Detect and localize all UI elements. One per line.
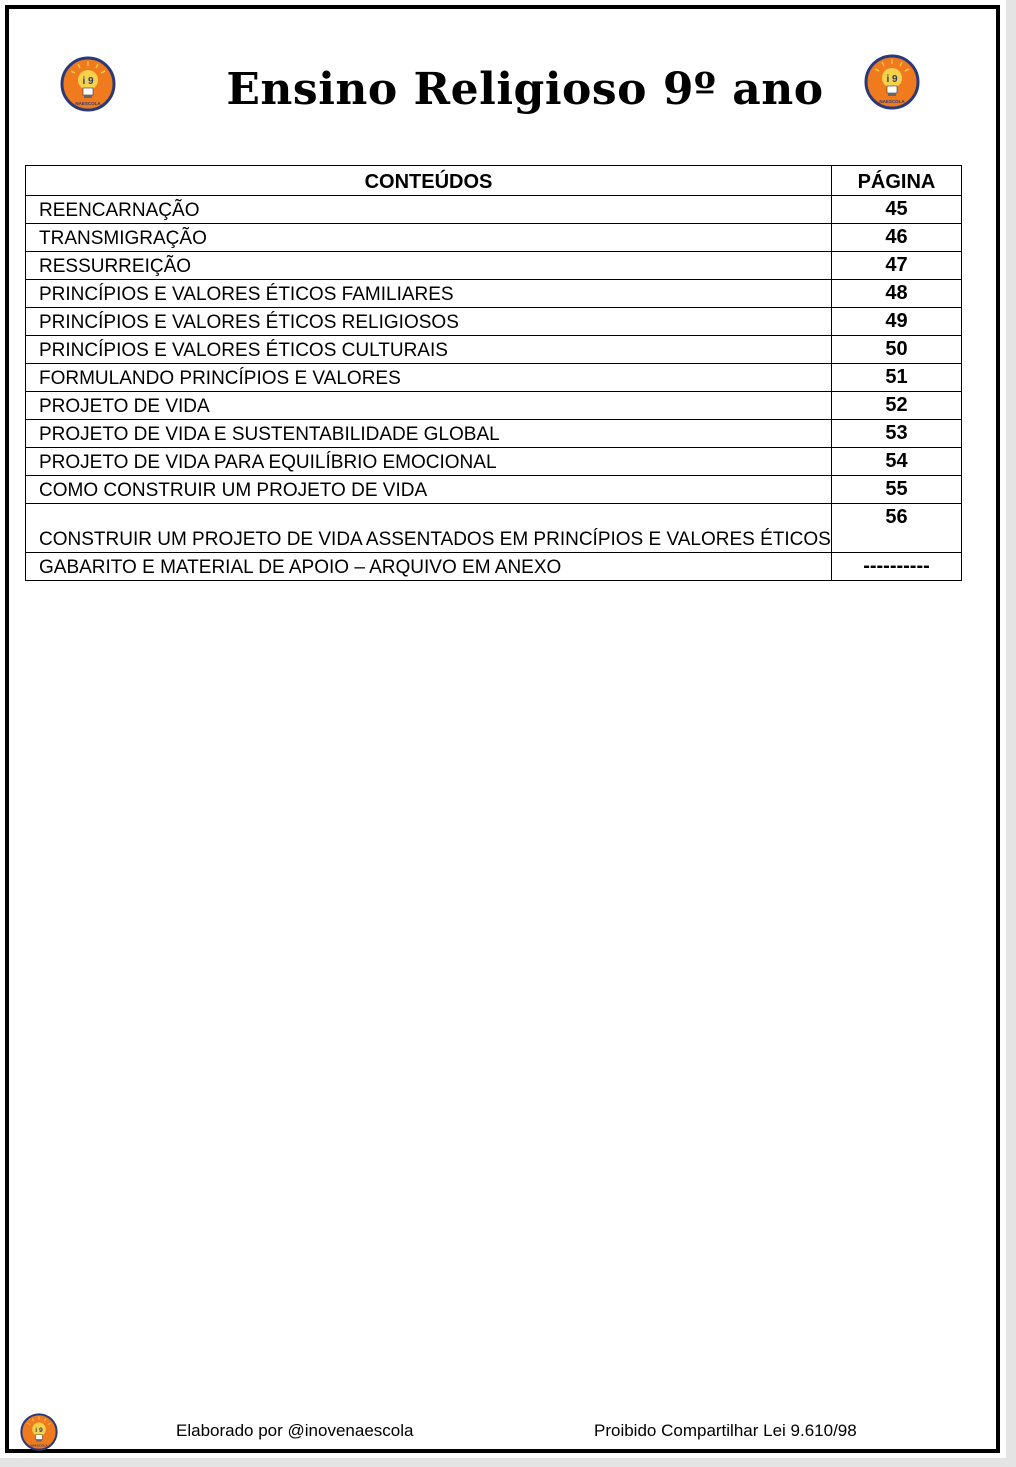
row-page-number: 47: [832, 252, 962, 280]
table-row: [26, 448, 962, 476]
svg-text:NAESCOLA: NAESCOLA: [879, 99, 905, 104]
table-row: [26, 420, 962, 448]
svg-text:i 9: i 9: [82, 76, 94, 87]
page-title: Ensino Religioso 9º ano: [226, 64, 824, 115]
footer-author: Elaborado por @inovenaescola: [176, 1421, 414, 1440]
row-topic: FORMULANDO PRINCÍPIOS E VALORES: [26, 364, 832, 392]
row-topic: TRANSMIGRAÇÃO: [26, 224, 832, 252]
row-topic: PROJETO DE VIDA: [26, 392, 832, 420]
row-topic: PROJETO DE VIDA E SUSTENTABILIDADE GLOBAL: [26, 420, 832, 448]
row-page-number: 52: [832, 392, 962, 420]
row-page-number: 49: [832, 308, 962, 336]
row-page-number: 51: [832, 364, 962, 392]
table-row: [26, 336, 962, 364]
row-topic: GABARITO E MATERIAL DE APOIO – ARQUIVO EM ANEXO: [26, 553, 832, 581]
row-topic: REENCARNAÇÃO: [26, 196, 832, 224]
footer-logo-icon: [20, 1413, 58, 1451]
row-page-number: 54: [832, 448, 962, 476]
contents-table: [25, 165, 962, 581]
table-row: [26, 364, 962, 392]
row-topic: CONSTRUIR UM PROJETO DE VIDA ASSENTADOS EM PRINCÍPIOS E VALORES ÉTICOS: [26, 504, 832, 553]
table-row: [26, 504, 962, 553]
table-row: [26, 252, 962, 280]
viewer-background-bottom: [0, 1458, 1016, 1467]
row-topic: RESSURREIÇÃO: [26, 252, 832, 280]
row-topic: PRINCÍPIOS E VALORES ÉTICOS RELIGIOSOS: [26, 308, 832, 336]
column-header-contents: CONTEÚDOS: [26, 166, 832, 196]
row-page-number: 56: [832, 504, 962, 553]
row-topic: COMO CONSTRUIR UM PROJETO DE VIDA: [26, 476, 832, 504]
table-row: [26, 476, 962, 504]
table-header-row: [26, 166, 962, 196]
row-page-number: 45: [832, 196, 962, 224]
svg-text:i 9: i 9: [35, 1427, 43, 1434]
column-header-page: PÁGINA: [832, 166, 962, 196]
table-row: [26, 308, 962, 336]
table-row: [26, 224, 962, 252]
row-page-number: 50: [832, 336, 962, 364]
table-row: [26, 392, 962, 420]
row-topic: PRINCÍPIOS E VALORES ÉTICOS CULTURAIS: [26, 336, 832, 364]
footer-copyright-notice: Proibido Compartilhar Lei 9.610/98: [594, 1421, 857, 1440]
row-page-number: 53: [832, 420, 962, 448]
svg-text:NAESCOLA: NAESCOLA: [75, 101, 101, 106]
row-topic: PRINCÍPIOS E VALORES ÉTICOS FAMILIARES: [26, 280, 832, 308]
row-page-number: 46: [832, 224, 962, 252]
row-page-number: 55: [832, 476, 962, 504]
svg-text:NAESCOLA: NAESCOLA: [30, 1443, 48, 1448]
viewer-background-right: [1006, 0, 1016, 1467]
school-logo-icon: [60, 56, 116, 112]
row-page-number: ----------: [832, 553, 962, 581]
row-page-number: 48: [832, 280, 962, 308]
table-row: [26, 553, 962, 581]
table-row: [26, 196, 962, 224]
svg-text:i 9: i 9: [886, 74, 898, 85]
row-topic: PROJETO DE VIDA PARA EQUILÍBRIO EMOCIONAL: [26, 448, 832, 476]
table-row: [26, 280, 962, 308]
